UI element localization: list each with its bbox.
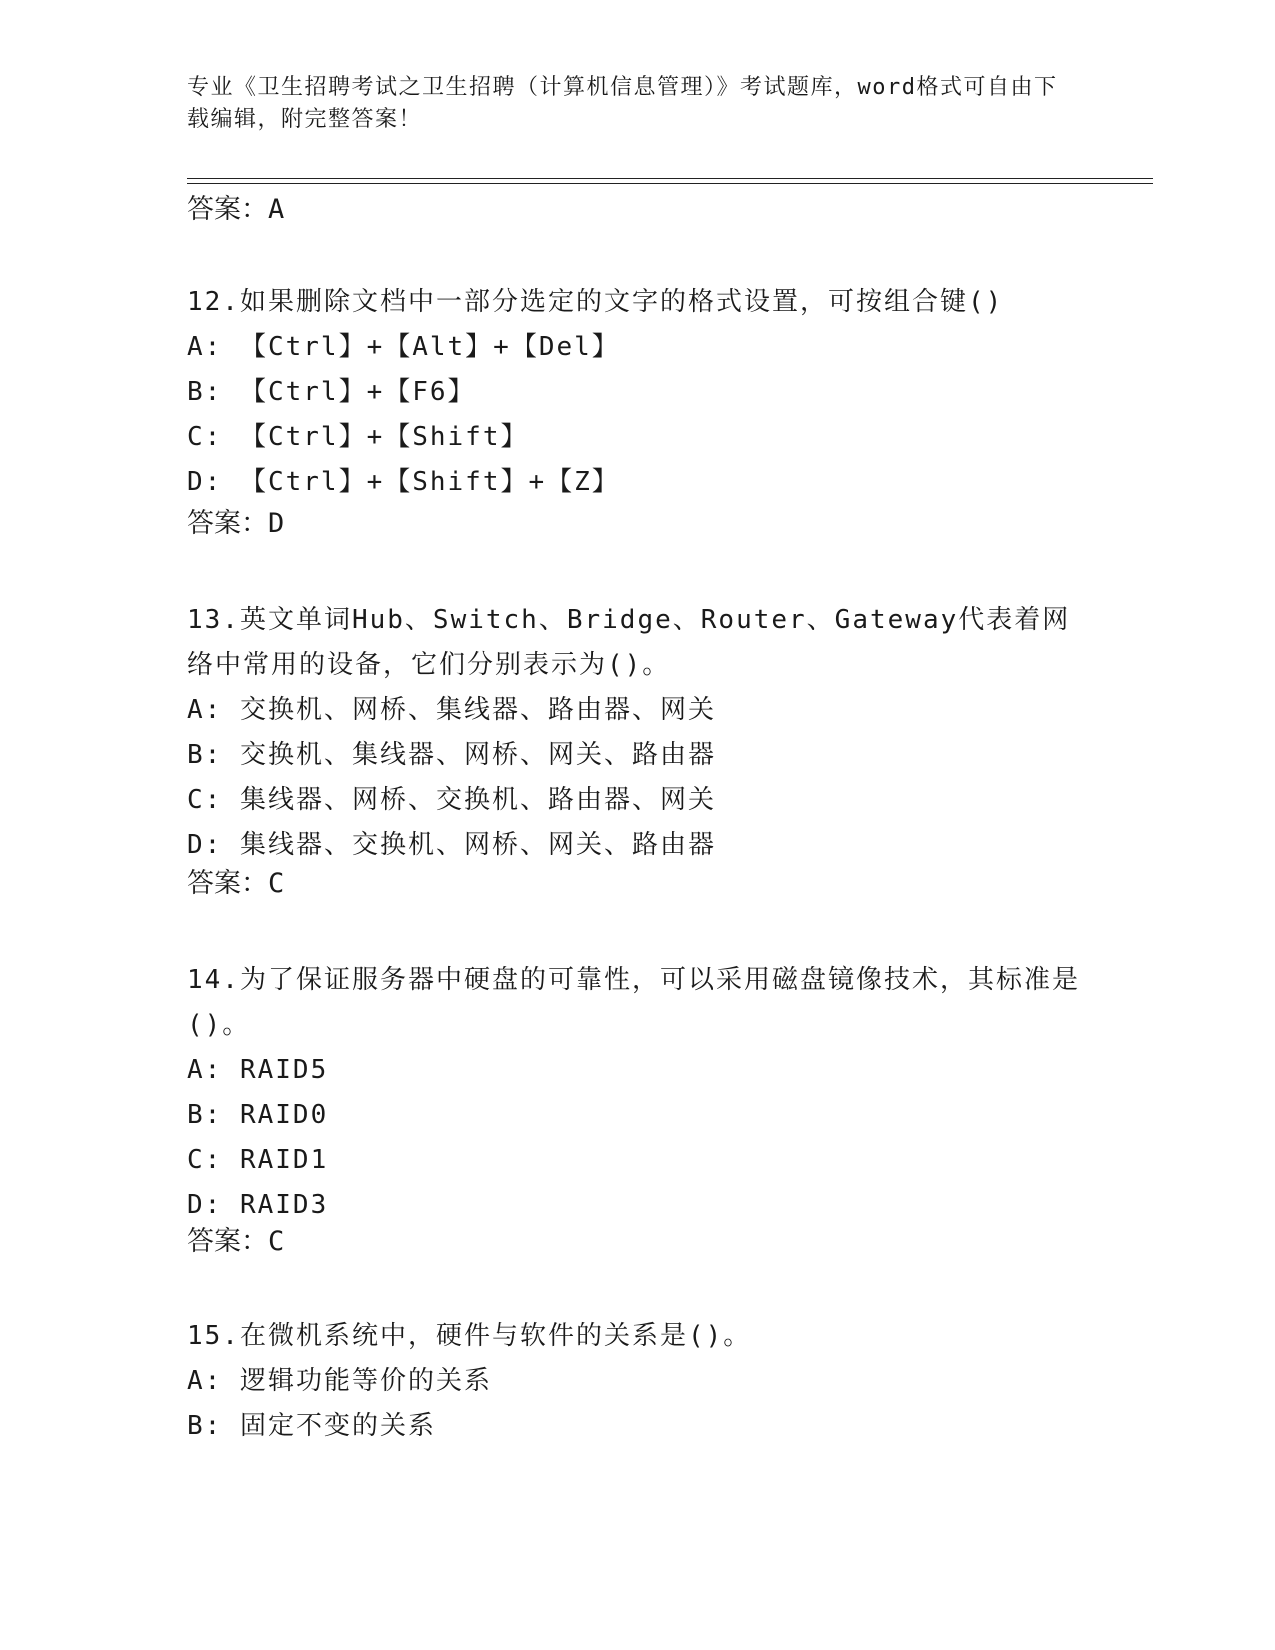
option-c: C: 集线器、网桥、交换机、路由器、网关: [187, 785, 716, 815]
option-a: A: 交换机、网桥、集线器、路由器、网关: [187, 695, 716, 725]
question-stem: 13.英文单词Hub、Switch、Bridge、Router、Gateway代表着网络中常用的设备，它们分别表示为()。: [187, 605, 1071, 680]
header-divider-bottom: [187, 183, 1153, 184]
answer-value: C: [268, 868, 285, 899]
option-a: A: RAID5: [187, 1055, 329, 1085]
question-stem: 14.为了保证服务器中硬盘的可靠性，可以采用磁盘镜像技术，其标准是()。: [187, 965, 1080, 1040]
answer-value: A: [268, 194, 285, 225]
option-d: D: RAID3: [187, 1190, 329, 1220]
answer-label: 答案：: [187, 508, 268, 539]
answer-value: D: [268, 508, 285, 539]
answer-label: 答案：: [187, 1226, 268, 1257]
option-b: B: 交换机、集线器、网桥、网关、路由器: [187, 740, 716, 770]
answer-line: [187, 866, 284, 902]
header-divider-top: [187, 178, 1153, 179]
document-header: 专业《卫生招聘考试之卫生招聘（计算机信息管理）》考试题库，word格式可自由下载编辑，附完整答案！: [187, 75, 1058, 132]
option-a: A: 逻辑功能等价的关系: [187, 1366, 492, 1396]
question-15: [187, 1314, 1087, 1449]
answer-line: [187, 192, 284, 228]
answer-line: [187, 506, 284, 542]
answer-label: 答案：: [187, 194, 268, 225]
answer-label: 答案：: [187, 868, 268, 899]
option-c: C: RAID1: [187, 1145, 329, 1175]
question-stem: 15.在微机系统中，硬件与软件的关系是()。: [187, 1321, 752, 1351]
question-13: [187, 598, 1087, 868]
option-b: B: 固定不变的关系: [187, 1411, 436, 1441]
option-a: A: 【Ctrl】+【Alt】+【Del】: [187, 332, 620, 362]
option-d: D: 【Ctrl】+【Shift】+【Z】: [187, 467, 620, 497]
option-b: B: RAID0: [187, 1100, 329, 1130]
option-b: B: 【Ctrl】+【F6】: [187, 377, 476, 407]
question-12: [187, 280, 1087, 505]
answer-value: C: [268, 1226, 285, 1257]
option-c: C: 【Ctrl】+【Shift】: [187, 422, 529, 452]
question-14: [187, 958, 1087, 1228]
option-d: D: 集线器、交换机、网桥、网关、路由器: [187, 830, 716, 860]
question-stem: 12.如果删除文档中一部分选定的文字的格式设置，可按组合键(): [187, 287, 1004, 317]
answer-line: [187, 1224, 284, 1260]
